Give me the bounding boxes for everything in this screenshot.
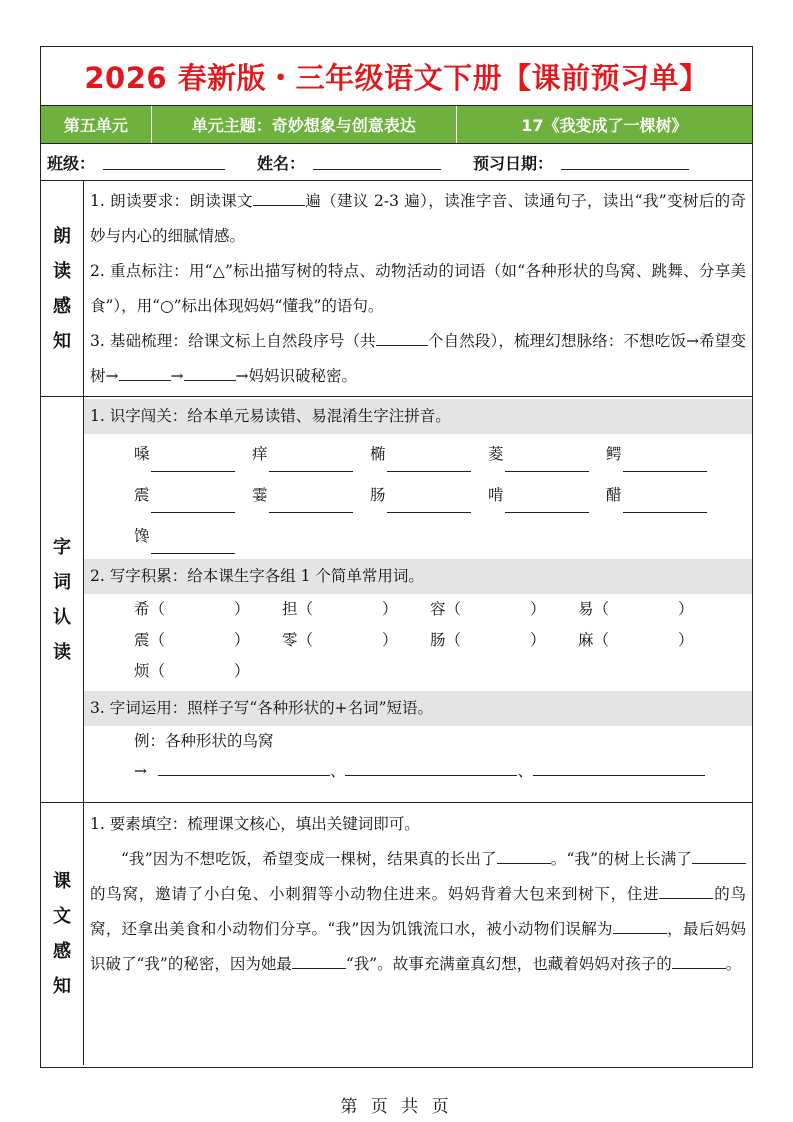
paragraph-count-blank[interactable] <box>376 328 428 346</box>
side-char: 朗 <box>53 225 71 247</box>
summary-blank-6[interactable] <box>672 951 726 969</box>
text: ，最后妈妈识破了“我”的秘密，因为她最 <box>90 920 746 973</box>
word-char: 希 <box>134 600 150 618</box>
side-char: 文 <box>53 906 71 927</box>
word-char: 担 <box>282 600 298 618</box>
word-blank[interactable]: （ ） <box>593 600 694 618</box>
side-char: 字 <box>53 536 71 558</box>
pinyin-row <box>90 475 746 516</box>
text: “我”因为不想吃饭，希望变成一棵树，结果真的长出了 <box>121 850 497 868</box>
word-char: 烦 <box>134 662 150 680</box>
side-char: 词 <box>53 571 71 593</box>
word-blank[interactable]: （ ） <box>445 631 546 649</box>
pinyin-char: 嗓 <box>134 445 150 463</box>
side-char: 知 <box>53 330 71 352</box>
summary-blank-4[interactable] <box>613 916 667 934</box>
worksheet <box>40 46 753 1068</box>
side-char: 课 <box>53 871 71 892</box>
pinyin-blank[interactable] <box>505 454 589 472</box>
unit-theme: 单元主题：奇妙想象与创意表达 <box>152 106 457 143</box>
arrow: → <box>134 762 147 780</box>
pinyin-char: 震 <box>134 486 150 504</box>
pinyin-blank[interactable] <box>387 495 471 513</box>
side-char: 读 <box>53 260 71 282</box>
side-char: 感 <box>53 295 71 317</box>
phrase-answer-row <box>90 757 746 785</box>
summary-blank-1[interactable] <box>497 846 551 864</box>
summary-blank-3[interactable] <box>659 881 713 899</box>
reading-section <box>41 181 752 397</box>
reading-side-label <box>41 181 84 396</box>
reading-item-3 <box>90 324 746 394</box>
pinyin-row <box>90 516 746 557</box>
pinyin-blank[interactable] <box>151 454 235 472</box>
word-char: 容 <box>430 600 446 618</box>
separator: 、 <box>329 762 346 780</box>
name-field[interactable] <box>313 154 441 170</box>
pinyin-char: 痒 <box>252 445 268 463</box>
phrase-blank-3[interactable] <box>533 758 705 776</box>
date-field[interactable] <box>561 154 689 170</box>
word-row <box>90 656 746 687</box>
text: 个自然段），梳理幻想脉络：不想吃饭→希望变树→ <box>90 332 746 385</box>
name-label: 姓名： <box>257 153 306 173</box>
summary-blank-5[interactable] <box>292 951 346 969</box>
words-side-label <box>41 397 84 802</box>
title-row <box>41 47 752 106</box>
side-char: 感 <box>53 941 71 962</box>
class-field[interactable] <box>103 154 225 170</box>
text: 遍（建议 2-3 遍），读准字音、读通句子，读出“我”变树后的奇妙与内心的细腻情感。 <box>90 192 746 245</box>
text-section <box>41 803 752 1065</box>
side-char: 读 <box>53 641 71 663</box>
pinyin-blank[interactable] <box>269 454 353 472</box>
text: → <box>170 367 184 385</box>
words-q1: 1. 识字闯关：给本单元易读错、易混淆生字注拼音。 <box>84 399 752 434</box>
page-footer: 第 页 共 页 <box>340 1097 453 1117</box>
plot-blank-2[interactable] <box>184 363 236 381</box>
date-label: 预习日期： <box>473 153 554 173</box>
page-title: 2026 春新版・三年级语文下册【课前预习单】 <box>84 60 709 95</box>
summary-paragraph <box>90 842 746 982</box>
word-char: 易 <box>578 600 594 618</box>
word-char: 麻 <box>578 631 594 649</box>
pinyin-char: 肠 <box>370 486 386 504</box>
pinyin-char: 霎 <box>252 486 268 504</box>
pinyin-char: 椭 <box>370 445 386 463</box>
pinyin-blank[interactable] <box>269 495 353 513</box>
pinyin-char: 醋 <box>606 486 622 504</box>
phrase-blank-2[interactable] <box>345 758 517 776</box>
words-section <box>41 397 752 803</box>
pinyin-blank[interactable] <box>387 454 471 472</box>
word-char: 零 <box>282 631 298 649</box>
word-blank[interactable]: （ ） <box>593 631 694 649</box>
word-blank[interactable]: （ ） <box>149 600 250 618</box>
word-row <box>90 625 746 656</box>
pinyin-blank[interactable] <box>623 454 707 472</box>
text: “我”。故事充满童真幻想，也藏着妈妈对孩子的 <box>345 955 672 973</box>
unit-header <box>41 106 752 144</box>
text: 的鸟窝，还拿出美食和小动物们分享。“我”因为饥饿流口水，被小动物们误解为 <box>90 885 746 938</box>
text-q1: 1. 要素填空：梳理课文核心，填出关键词即可。 <box>90 815 420 833</box>
class-label: 班级： <box>47 153 96 173</box>
text: →妈妈识破秘密。 <box>235 367 357 385</box>
read-times-blank[interactable] <box>253 188 305 206</box>
unit-label: 第五单元 <box>41 106 152 143</box>
word-blank[interactable]: （ ） <box>149 631 250 649</box>
pinyin-blank[interactable] <box>623 495 707 513</box>
pinyin-row <box>90 434 746 475</box>
lesson-title: 17《我变成了一棵树》 <box>521 116 688 135</box>
pinyin-char: 馋 <box>134 527 150 545</box>
word-blank[interactable]: （ ） <box>297 631 398 649</box>
words-q2: 2. 写字积累：给本课生字各组 1 个简单常用词。 <box>84 559 752 594</box>
phrase-blank-1[interactable] <box>158 758 330 776</box>
text: 3. 基础梳理：给课文标上自然段序号（共 <box>90 332 376 350</box>
pinyin-blank[interactable] <box>151 495 235 513</box>
text-side-label <box>41 803 84 1065</box>
side-char: 知 <box>53 976 71 997</box>
word-char: 震 <box>134 631 150 649</box>
pinyin-char: 鳄 <box>606 445 622 463</box>
example-phrase: 例：各种形状的鸟窝 <box>134 732 274 750</box>
pinyin-blank[interactable] <box>505 495 589 513</box>
word-blank[interactable]: （ ） <box>445 600 546 618</box>
text: 的鸟窝，邀请了小白兔、小刺猬等小动物住进来。妈妈背着大包来到树下，住进 <box>90 885 660 903</box>
word-blank[interactable]: （ ） <box>297 600 398 618</box>
summary-blank-2[interactable] <box>692 846 746 864</box>
pinyin-char: 啃 <box>488 486 504 504</box>
plot-blank-1[interactable] <box>119 363 171 381</box>
pinyin-char: 菱 <box>488 445 504 463</box>
text: 1. 朗读要求：朗读课文 <box>90 192 253 210</box>
word-blank[interactable]: （ ） <box>149 662 250 680</box>
words-q3: 3. 字词运用：照样子写“各种形状的+名词”短语。 <box>84 691 752 726</box>
pinyin-blank[interactable] <box>151 536 235 554</box>
word-row <box>90 594 746 625</box>
text: 。 <box>725 955 742 973</box>
side-char: 认 <box>53 606 71 628</box>
reading-item-1 <box>90 184 746 254</box>
separator: 、 <box>517 762 533 780</box>
student-info-row <box>41 144 752 181</box>
text: 。“我”的树上长满了 <box>550 850 692 868</box>
word-char: 肠 <box>430 631 446 649</box>
reading-item-2: 2. 重点标注：用“△”标出描写树的特点、动物活动的词语（如“各种形状的鸟窝、跳舞、分享美食”），用“○”标出体现妈妈“懂我”的语句。 <box>90 262 746 315</box>
